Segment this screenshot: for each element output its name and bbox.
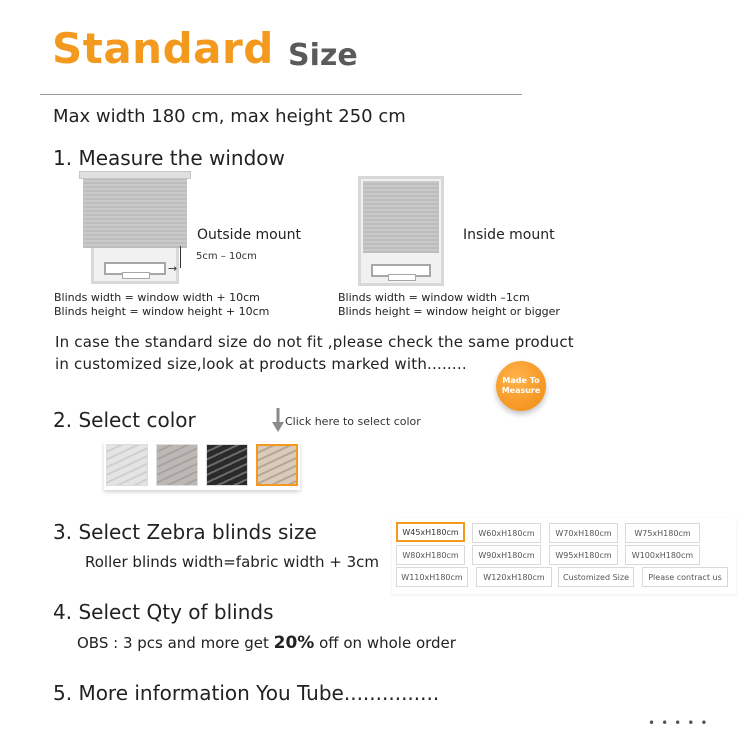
note-line-2: in customized size,look at products marked with........ <box>55 355 467 373</box>
blind-roller <box>79 171 191 179</box>
inside-mount-illustration <box>358 176 444 286</box>
made-to-measure-badge <box>496 361 546 411</box>
roller-blind <box>363 181 439 253</box>
window-handle <box>388 274 416 281</box>
select-color-hint: Click here to select color <box>285 415 421 428</box>
size-option[interactable]: W80xH180cm <box>396 545 465 565</box>
inside-mount-label: Inside mount <box>463 227 555 243</box>
max-size-text: Max width 180 cm, max height 250 cm <box>53 106 406 127</box>
window-frame <box>358 176 444 286</box>
inside-formula-height: Blinds height = window height or bigger <box>338 305 560 318</box>
discount-suffix: off on whole order <box>314 634 456 652</box>
discount-note <box>77 633 456 653</box>
size-option[interactable]: Customized Size <box>558 567 634 587</box>
size-option[interactable]: W100xH180cm <box>625 545 700 565</box>
outside-formula-width: Blinds width = window width + 10cm <box>54 291 260 304</box>
step1-heading: 1. Measure the window <box>53 146 285 170</box>
color-swatch-row <box>104 442 300 490</box>
window-sash <box>104 262 166 275</box>
pagination-dots: ••••• <box>648 716 714 730</box>
discount-value: 20% <box>273 633 315 653</box>
badge-line-2: Measure <box>501 386 541 395</box>
step3-subtext: Roller blinds width=fabric width + 3cm <box>85 553 380 571</box>
outside-formula-height: Blinds height = window height + 10cm <box>54 305 270 318</box>
size-option-grid <box>392 518 736 594</box>
custom-size-note <box>55 331 574 375</box>
outside-dimension: 5cm – 10cm <box>196 251 257 262</box>
size-option[interactable]: W120xH180cm <box>476 567 552 587</box>
color-swatch-grey[interactable] <box>156 444 198 486</box>
color-swatch-beige[interactable] <box>256 444 298 486</box>
size-option[interactable]: W110xH180cm <box>396 567 468 587</box>
roller-blind <box>83 176 187 248</box>
page-subtitle: Size <box>288 38 358 73</box>
window-handle <box>122 272 150 279</box>
badge-line-1: Made To <box>502 376 540 385</box>
step4-heading: 4. Select Qty of blinds <box>53 600 274 624</box>
size-option[interactable]: W60xH180cm <box>472 523 541 543</box>
window-sash <box>371 264 431 277</box>
inside-formula-width: Blinds width = window width –1cm <box>338 291 530 304</box>
note-line-1: In case the standard size do not fit ,please check the same product <box>55 333 574 351</box>
size-option[interactable]: W45xH180cm <box>396 522 465 542</box>
color-swatch-white[interactable] <box>106 444 148 486</box>
page-title: Standard <box>52 24 274 73</box>
step5-heading[interactable]: 5. More information You Tube............... <box>53 681 440 705</box>
size-option[interactable]: W95xH180cm <box>549 545 618 565</box>
size-option[interactable]: Please contract us <box>642 567 728 587</box>
outside-mount-label: Outside mount <box>197 227 301 243</box>
step3-heading: 3. Select Zebra blinds size <box>53 520 317 544</box>
size-option[interactable]: W70xH180cm <box>549 523 618 543</box>
down-arrow-icon <box>272 408 284 432</box>
dimension-arrow-icon: → <box>168 262 178 275</box>
color-swatch-black[interactable] <box>206 444 248 486</box>
step2-heading: 2. Select color <box>53 408 196 432</box>
dimension-line <box>180 246 181 268</box>
discount-prefix: OBS : 3 pcs and more get <box>77 634 274 652</box>
size-option[interactable]: W90xH180cm <box>472 545 541 565</box>
size-option[interactable]: W75xH180cm <box>625 523 700 543</box>
title-divider <box>40 94 522 95</box>
